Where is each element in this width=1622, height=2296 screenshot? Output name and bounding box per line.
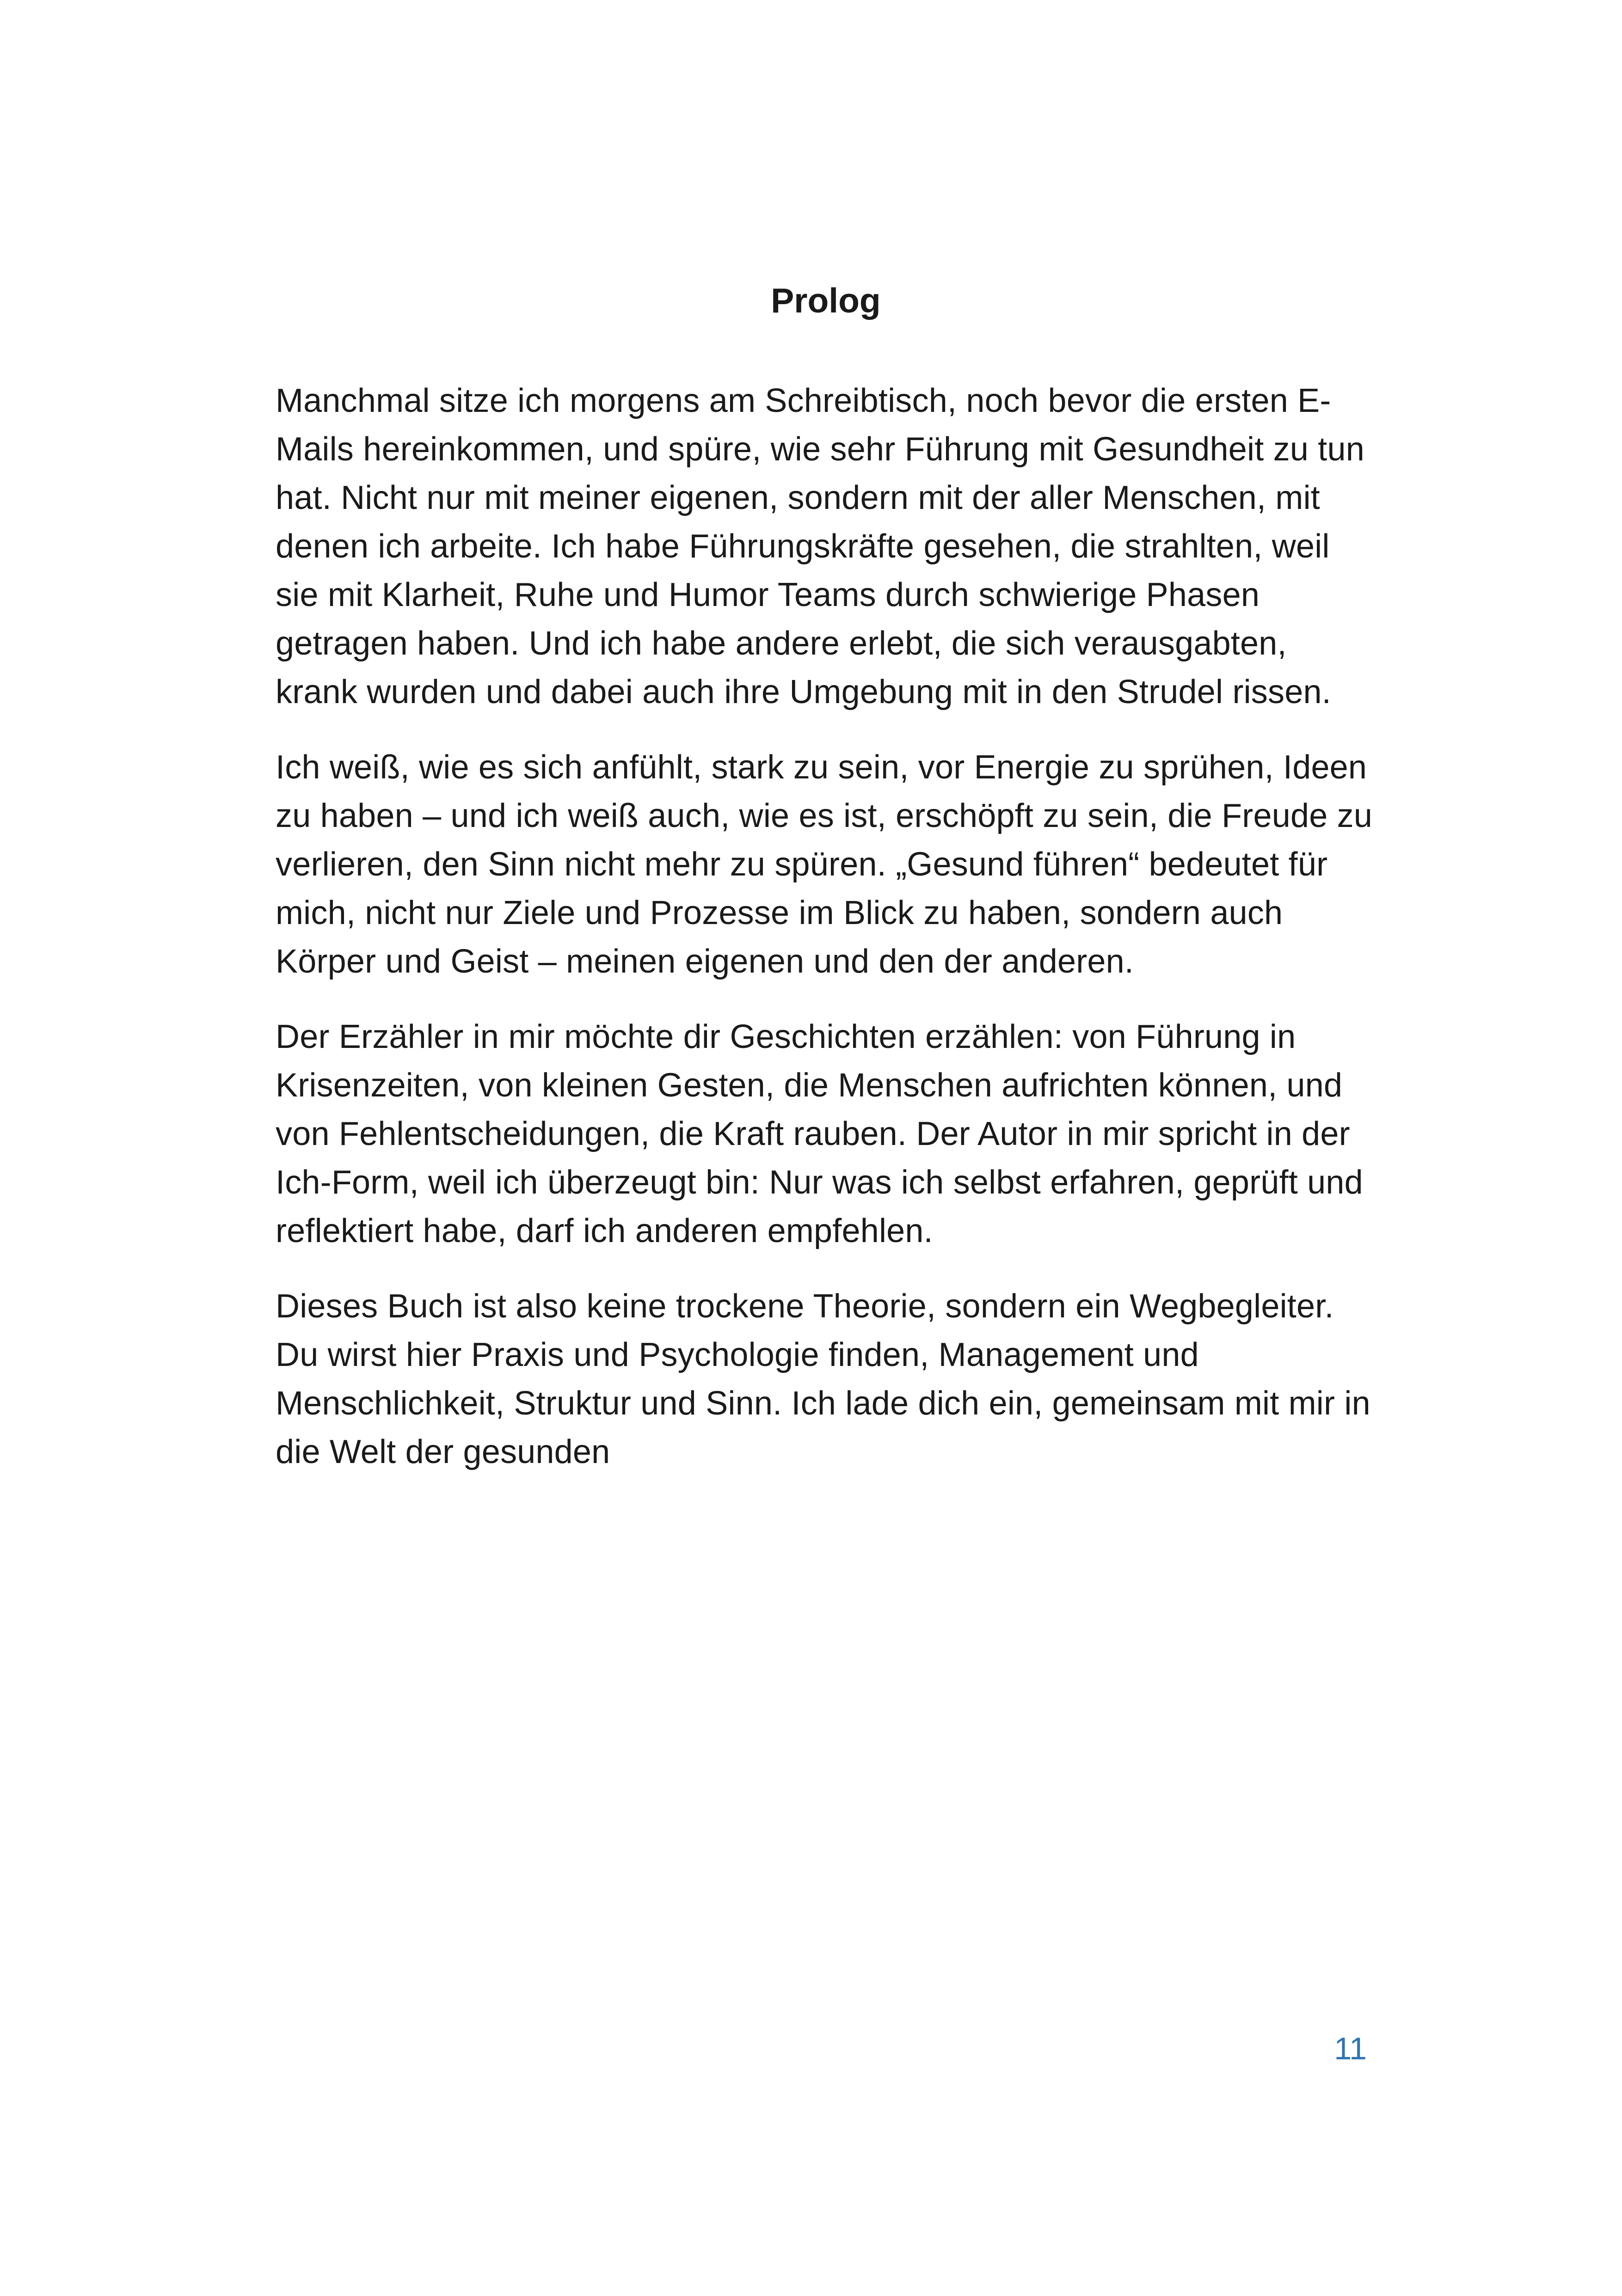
paragraph-2: Ich weiß, wie es sich anfühlt, stark zu sein, vor Energie zu sprühen, Ideen zu haben – und ich weiß auch, wie es ist, erschöpft zu sein, die Freude zu verlieren, den Sinn nicht mehr zu spüren. „Gesund führen“ bedeutet für mich, nicht nur Ziele und Prozesse im Blick zu haben, sondern auch Körper und Geist – meinen eigenen und den der anderen. (276, 749, 1373, 980)
paragraph-1: Manchmal sitze ich morgens am Schreibtisch, noch bevor die ersten E-Mails hereinkommen, und spüre, wie sehr Führung mit Gesundheit zu tun hat. Nicht nur mit meiner eigenen, sondern mit der aller Menschen, mit denen ich arbeite. Ich habe Führungskräfte gesehen, die strahlten, weil sie mit Klarheit, Ruhe und Humor Teams durch schwierige Phasen getragen haben. Und ich habe andere erlebt, die sich verausgabten, krank wurden und dabei auch ihre Umgebung mit in den Strudel rissen. (276, 382, 1364, 710)
page-title: Prolog (771, 281, 881, 320)
paragraph-4: Dieses Buch ist also keine trockene Theorie, sondern ein Wegbegleiter. Du wirst hier Praxis und Psychologie finden, Management und Menschlichkeit, Struktur und Sinn. Ich lade dich ein, gemeinsam mit mir in die Welt der gesunden (276, 1288, 1370, 1470)
text-column (276, 276, 1376, 1503)
paragraph-3: Der Erzähler in mir möchte dir Geschichten erzählen: von Führung in Krisenzeiten, von kleinen Gesten, die Menschen aufrichten können, und von Fehlentscheidungen, die Kraft rauben. Der Autor in mir spricht in der Ich-Form, weil ich überzeugt bin: Nur was ich selbst erfahren, geprüft und reflektiert habe, darf ich anderen empfehlen. (276, 1018, 1363, 1249)
page-number: 11 (1334, 2031, 1367, 2066)
